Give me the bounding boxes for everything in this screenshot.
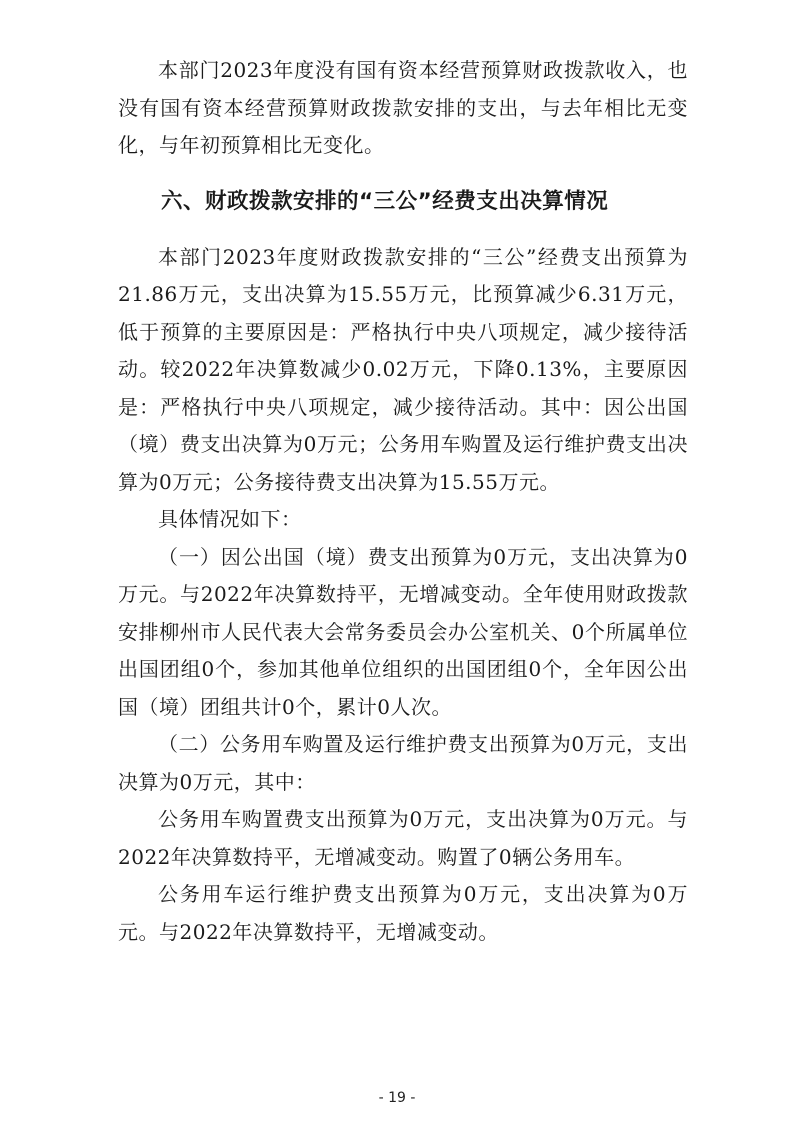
paragraph-official-vehicles: （二）公务用车购置及运行维护费支出预算为0万元，支出决算为0万元，其中： [118,732,688,794]
paragraph-vehicle-purchase: 公务用车购置费支出预算为0万元，支出决算为0万元。与2022年决算数持平，无增减变动。购置了0辆公务用车。 [118,807,688,869]
section-heading-three-public-expenses: 六、财政拨款安排的“三公”经费支出决算情况 [161,188,609,214]
paragraph-details-intro: 具体情况如下： [158,507,302,531]
paragraph-state-capital-budget: 本部门2023年度没有国有资本经营预算财政拨款收入，也没有国有资本经营预算财政拨款安排的支出，与去年相比无变化，与年初预算相比无变化。 [118,58,688,157]
page-number: - 19 - [378,1090,416,1106]
paragraph-vehicle-maintenance: 公务用车运行维护费支出预算为0万元，支出决算为0万元。与2022年决算数持平，无增减变动。 [118,882,688,944]
paragraph-overseas-travel: （一）因公出国（境）费支出预算为0万元，支出决算为0万元。与2022年决算数持平，无增减变动。全年使用财政拨款安排柳州市人民代表大会常务委员会办公室机关、0个所属单位出国团组0个，参加其他单位组织的出国团组0个，全年因公出国（境）团组共计0个，累计0人次。 [118,544,688,719]
paragraph-three-public-summary: 本部门2023年度财政拨款安排的“三公”经费支出预算为21.86万元，支出决算为15.55万元，比预算减少6.31万元，低于预算的主要原因是：严格执行中央八项规定，减少接待活动。较2022年决算数减少0.02万元，下降0.13%，主要原因是：严格执行中央八项规定，减少接待活动。其中：因公出国（境）费支出决算为0万元；公务用车购置及运行维护费支出决算为0万元；公务接待费支出决算为15.55万元。 [118,244,688,494]
document-body [118,52,688,951]
